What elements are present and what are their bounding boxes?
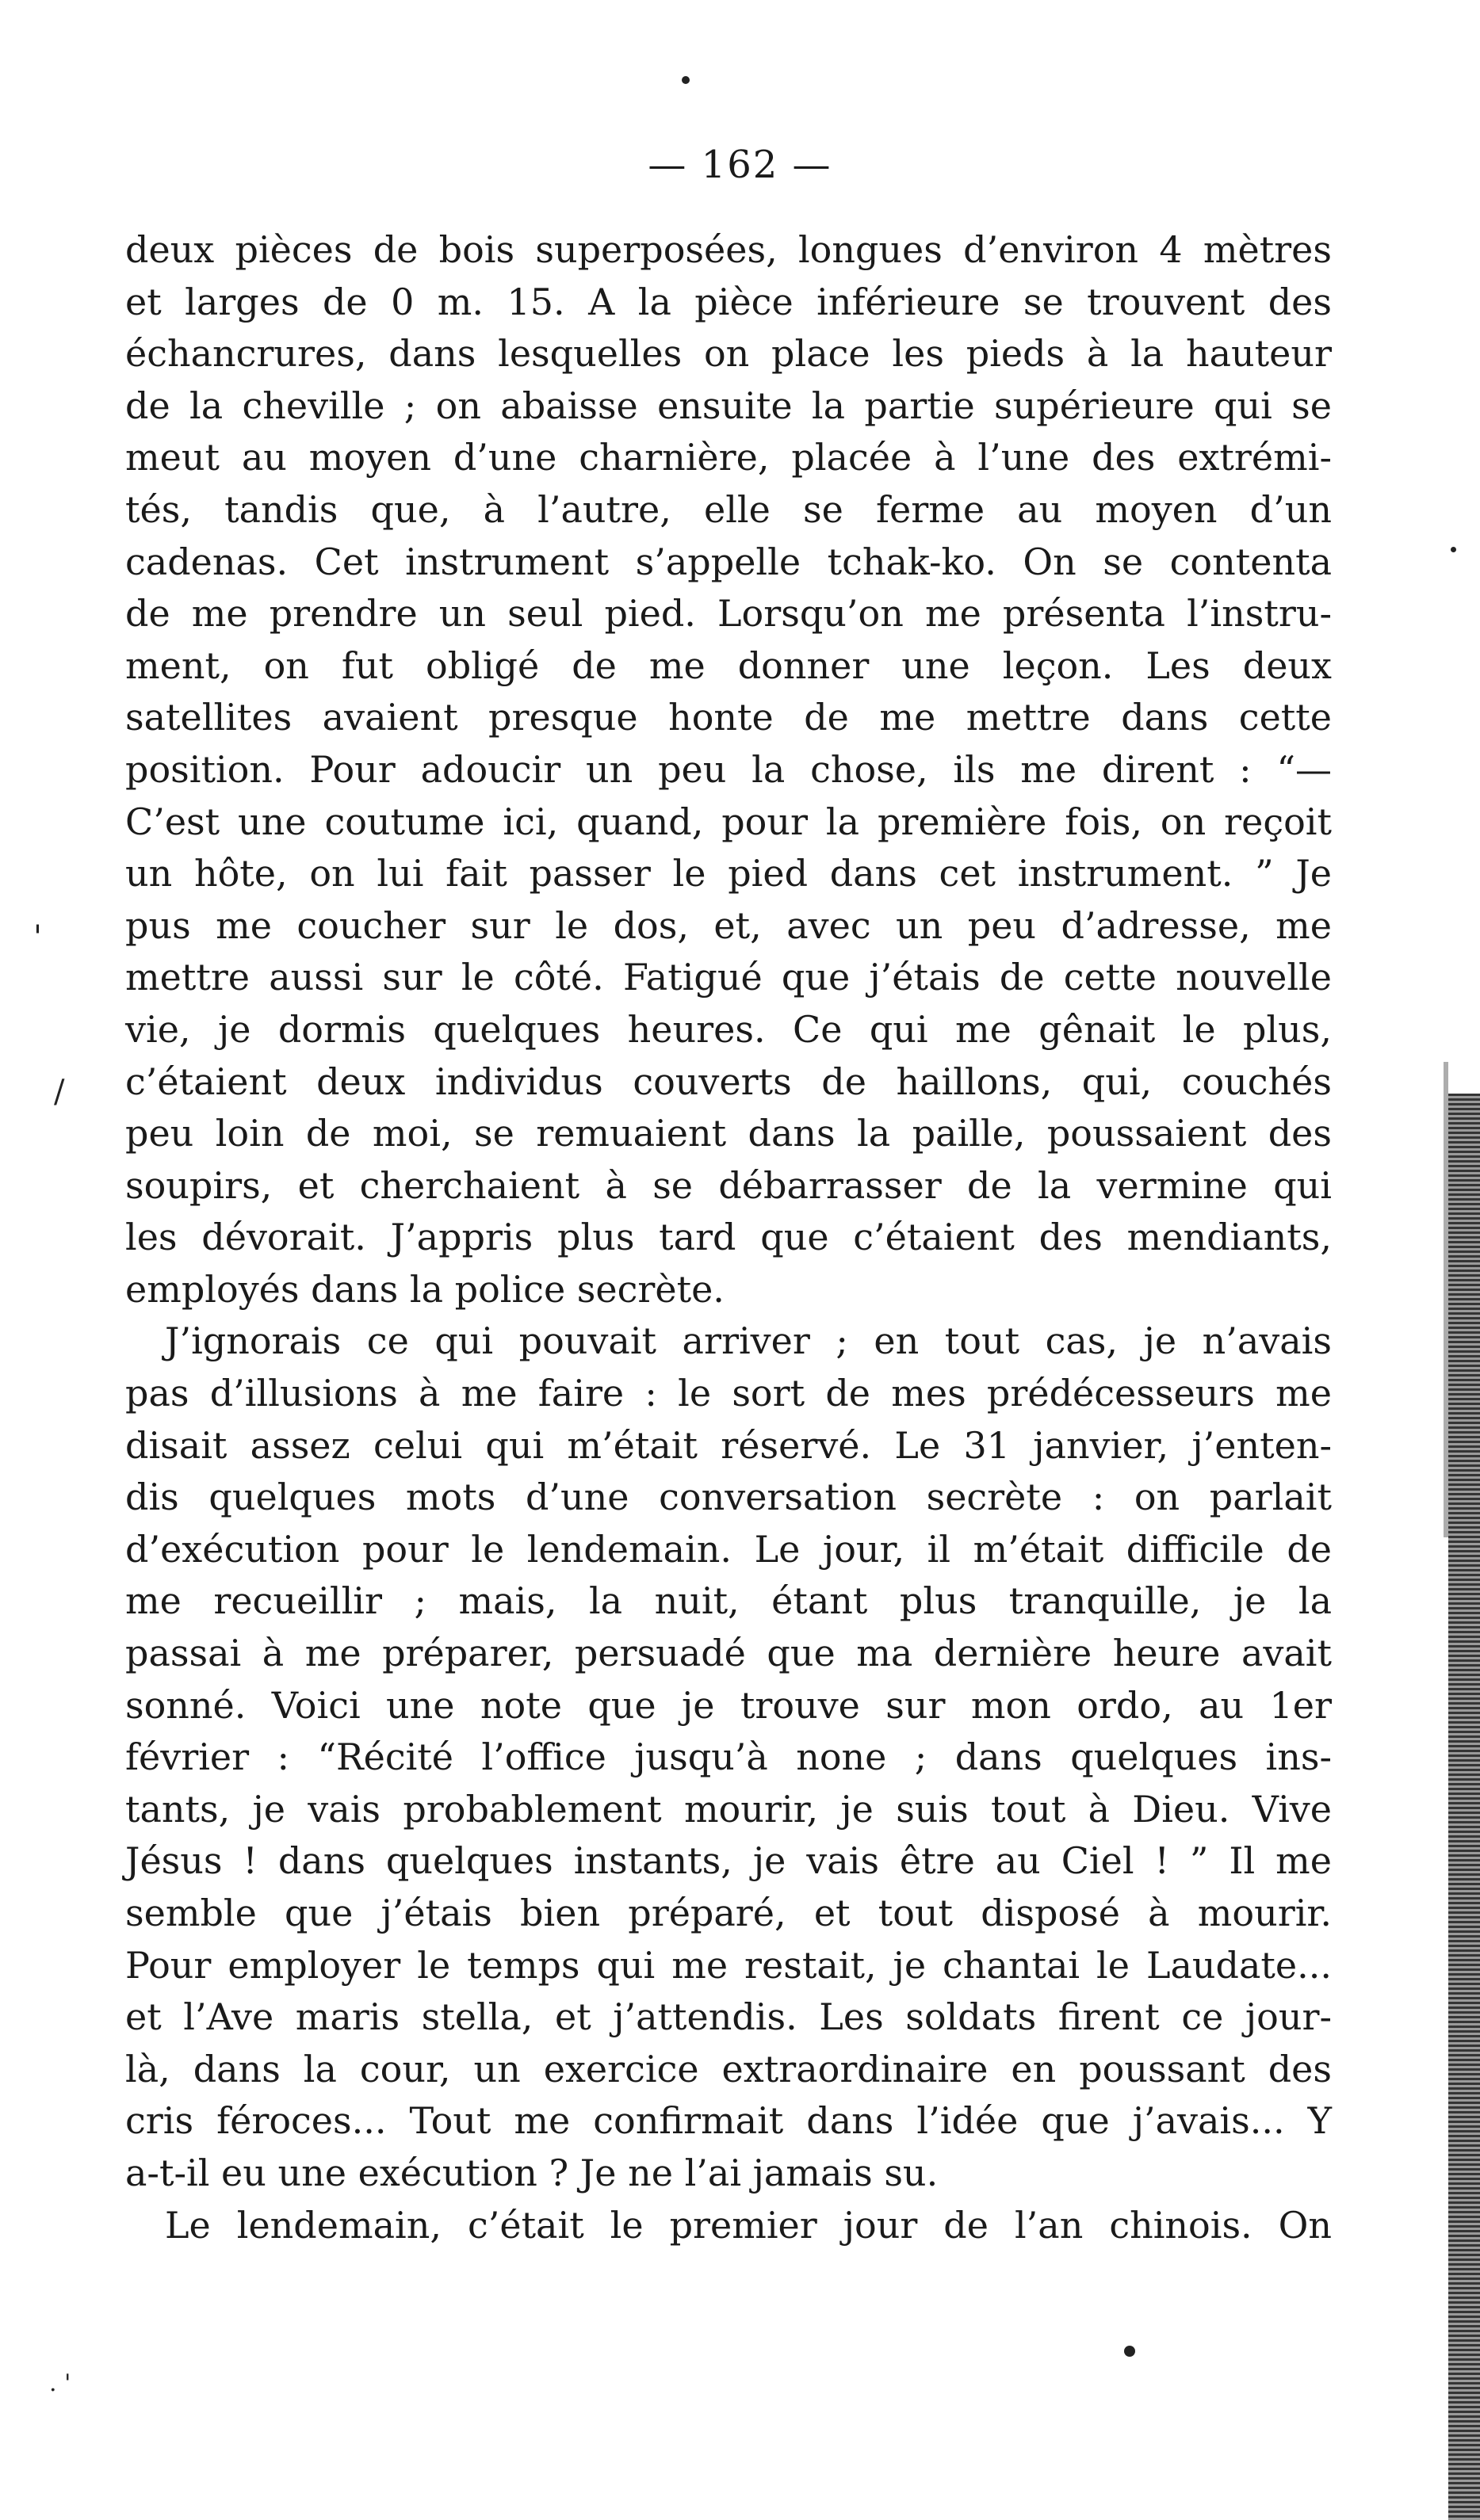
text-line: C’est une coutume ici, quand, pour la première fois, on reçoit <box>125 800 1332 843</box>
text-line: satellites avaient presque honte de me mettre dans cette <box>125 696 1332 739</box>
text-line: mettre aussi sur le côté. Fatigué que j’étais de cette nouvelle <box>125 956 1332 999</box>
text-line: Pour employer le temps qui me restait, je chantai le Laudate... <box>125 1943 1332 1987</box>
text-line: peu loin de moi, se remuaient dans la paille, poussaient des <box>125 1112 1332 1155</box>
page-edge-shadow <box>1448 1094 1480 2520</box>
text-line: pus me coucher sur le dos, et, avec un peu d’adresse, me <box>125 903 1332 947</box>
right-edge-dot <box>1451 547 1456 552</box>
text-line: et larges de 0 m. 15. A la pièce inférieure se trouvent des <box>125 280 1332 323</box>
text-line: ment, on fut obligé de me donner une leçon. Les deux <box>125 643 1332 687</box>
text-line: disait assez celui qui m’était réservé. Le 31 janvier, j’enten- <box>125 1423 1332 1467</box>
text-line: les dévorait. J’appris plus tard que c’étaient des mendiants, <box>125 1216 1332 1259</box>
text-line: de la cheville ; on abaisse ensuite la partie supérieure qui se <box>125 384 1332 427</box>
text-line: de me prendre un seul pied. Lorsqu’on me présenta l’instru- <box>125 592 1332 636</box>
text-line: tants, je vais probablement mourir, je suis tout à Dieu. Vive <box>125 1787 1332 1831</box>
text-line: et l’Ave maris stella, et j’attendis. Les soldats firent ce jour- <box>125 1995 1332 2039</box>
text-line: sonné. Voici une note que je trouve sur mon ordo, au 1er <box>125 1683 1332 1727</box>
text-line: passai à me préparer, persuadé que ma dernière heure avait <box>125 1632 1332 1675</box>
text-line: cadenas. Cet instrument s’appelle tchak-ko. On se contenta <box>125 540 1332 583</box>
text-line: un hôte, on lui fait passer le pied dans cet instrument. ” Je <box>125 852 1332 895</box>
text-line: Jésus ! dans quelques instants, je vais être au Ciel ! ” Il me <box>125 1839 1332 1883</box>
text-line: deux pièces de bois superposées, longues d’environ 4 mètres <box>125 228 1332 271</box>
text-line: J’ignorais ce qui pouvait arriver ; en tout cas, je n’avais <box>165 1319 1332 1363</box>
text-line: a-t-il eu une exécution ? Je ne l’ai jamais su. <box>125 2151 939 2194</box>
text-line: cris féroces... Tout me confirmait dans l’idée que j’avais... Y <box>125 2099 1332 2143</box>
text-line: c’étaient deux individus couverts de haillons, qui, couchés <box>125 1060 1332 1103</box>
bottom-dot <box>1124 2346 1135 2357</box>
text-line: là, dans la cour, un exercice extraordinaire en poussant des <box>125 2047 1332 2090</box>
text-line: échancrures, dans lesquelles on place les pieds à la hauteur <box>125 332 1332 376</box>
body-text <box>125 224 1332 2251</box>
text-line: février : “Récité l’office jusqu’à none ; dans quelques ins- <box>125 1735 1332 1779</box>
text-line: pas d’illusions à me faire : le sort de mes prédécesseurs me <box>125 1372 1332 1415</box>
text-line: me recueillir ; mais, la nuit, étant plus tranquille, je la <box>125 1579 1332 1623</box>
text-line: dis quelques mots d’une conversation secrète : on parlait <box>125 1476 1332 1519</box>
margin-tick-mark: ' <box>33 919 42 956</box>
text-line: Le lendemain, c’était le premier jour de l’an chinois. On <box>165 2203 1332 2247</box>
text-line: vie, je dormis quelques heures. Ce qui me gênait le plus, <box>125 1007 1332 1051</box>
text-line: d’exécution pour le lendemain. Le jour, il m’était difficile de <box>125 1527 1332 1571</box>
text-line: soupirs, et cherchaient à se débarrasser de la vermine qui <box>125 1163 1332 1207</box>
text-line: tés, tandis que, à l’autre, elle se ferme au moyen d’un <box>125 487 1332 531</box>
page-number: — 162 — <box>648 143 832 187</box>
top-dot <box>682 76 690 84</box>
margin-bottom-marks: . ' <box>49 2369 71 2397</box>
text-line: employés dans la police secrète. <box>125 1267 725 1311</box>
text-line: semble que j’étais bien préparé, et tout disposé à mourir. <box>125 1892 1332 1934</box>
text-line: position. Pour adoucir un peu la chose, ils me dirent : “— <box>125 747 1332 791</box>
text-line: meut au moyen d’une charnière, placée à l’une des extrémi- <box>125 436 1332 479</box>
margin-slash-mark: / <box>54 1074 65 1110</box>
